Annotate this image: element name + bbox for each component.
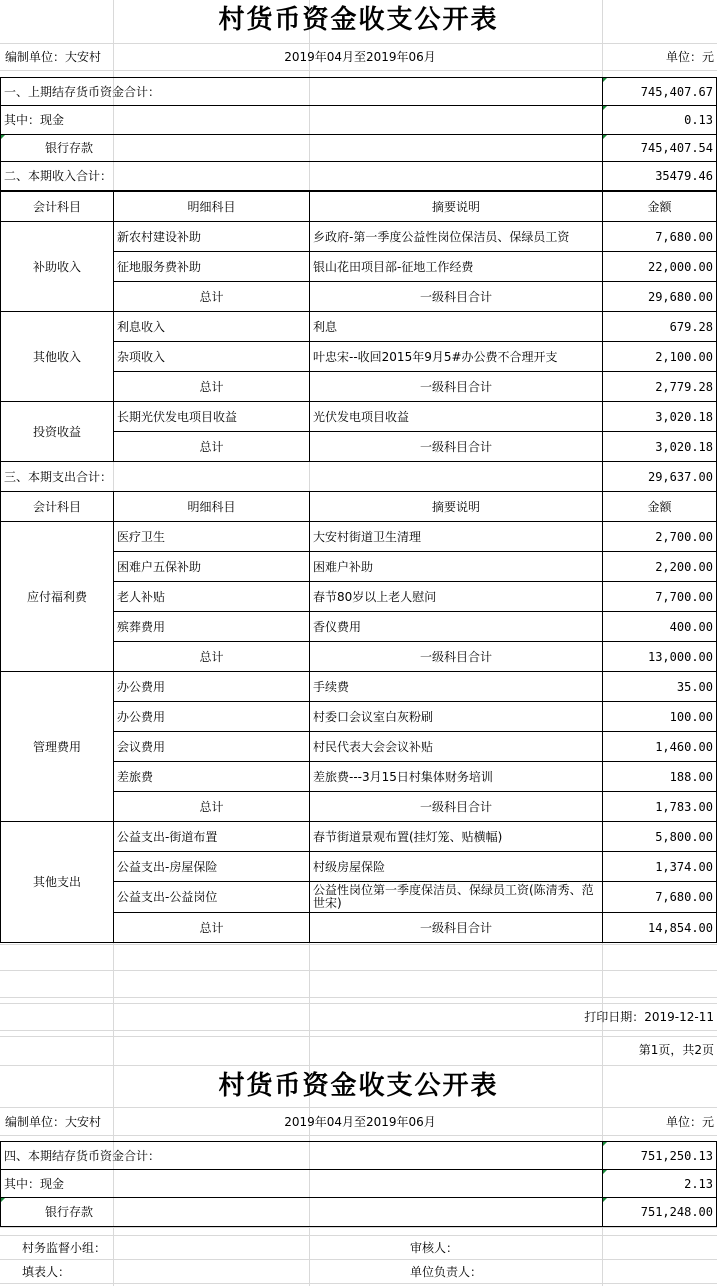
total-description: 一级科目合计 [309,371,603,402]
amount-cell: 7,700.00 [602,581,717,612]
cell-marker-icon [1,135,5,139]
detail-cell: 公益支出-街道布置 [113,821,310,852]
total-label: 总计 [113,641,310,672]
header-account: 会计科目 [0,491,114,522]
prev-balance-value: 745,407.67 [602,77,717,106]
description-cell: 村民代表大会会议补贴 [309,731,603,762]
account-other-expense: 其他支出 [0,821,114,943]
report-period: 2019年04月至2019年06月 [284,1114,436,1129]
description-cell: 大安村街道卫生清理 [309,521,603,552]
detail-cell: 殡葬费用 [113,611,310,642]
end-balance-label: 四、本期结存货币资金合计： [0,1141,603,1170]
report-period: 2019年04月至2019年06月 [284,50,436,64]
total-amount: 29,680.00 [602,281,717,312]
cell-marker-icon [603,135,607,139]
amount-cell: 7,680.00 [602,221,717,252]
page-title: 村货币资金收支公开表 [218,5,499,35]
amount-cell: 188.00 [602,761,717,792]
total-label: 总计 [113,912,310,943]
currency-unit: 单位：元 [665,1114,714,1129]
income-total-label: 二、本期收入合计： [0,161,603,191]
total-amount: 3,020.18 [602,431,717,462]
preparer-signature: 填表人： [22,1265,71,1279]
amount-cell: 3,020.18 [602,401,717,432]
detail-cell: 办公费用 [113,671,310,702]
detail-cell: 征地服务费补助 [113,251,310,282]
detail-cell: 老人补贴 [113,581,310,612]
description-cell: 春节80岁以上老人慰问 [309,581,603,612]
total-description: 一级科目合计 [309,281,603,312]
auditor-signature: 审核人： [410,1241,459,1255]
bank-value: 745,407.54 [602,134,717,162]
expense-total-value: 29,637.00 [602,461,717,492]
amount-cell: 5,800.00 [602,821,717,852]
amount-cell: 100.00 [602,701,717,732]
header-description: 摘要说明 [309,191,603,222]
description-cell: 春节街道景观布置(挂灯笼、贴横幅) [309,821,603,852]
detail-cell: 利息收入 [113,311,310,342]
amount-cell: 22,000.00 [602,251,717,282]
cash-label: 其中：现金 [0,105,603,135]
amount-cell: 2,700.00 [602,521,717,552]
amount-cell: 7,680.00 [602,881,717,913]
detail-cell: 公益支出-公益岗位 [113,881,310,913]
cash-value: 2.13 [602,1169,717,1198]
description-cell: 香仪费用 [309,611,603,642]
total-amount: 13,000.00 [602,641,717,672]
cell-marker-icon [1,1198,5,1202]
compiling-unit: 编制单位：大安村 [5,50,102,64]
total-label: 总计 [113,431,310,462]
description-cell: 公益性岗位第一季度保洁员、保绿员工资(陈清秀、范世宋) [309,881,603,913]
detail-cell: 公益支出-房屋保险 [113,851,310,882]
header-amount: 金额 [602,491,717,522]
total-label: 总计 [113,371,310,402]
cash-label: 其中：现金 [0,1169,603,1198]
print-date: 打印日期：2019-12-11 [584,1010,714,1024]
bank-label: 银行存款 [0,134,603,162]
detail-cell: 办公费用 [113,701,310,732]
detail-cell: 会议费用 [113,731,310,762]
description-cell: 村级房屋保险 [309,851,603,882]
description-cell: 光伏发电项目收益 [309,401,603,432]
cell-marker-icon [603,78,607,82]
header-account: 会计科目 [0,191,114,222]
cash-value: 0.13 [602,105,717,135]
cell-marker-icon [603,1142,607,1146]
account-admin-expense: 管理费用 [0,671,114,822]
head-signature: 单位负责人： [410,1265,483,1279]
header-amount: 金额 [602,191,717,222]
detail-cell: 新农村建设补助 [113,221,310,252]
account-subsidy-income: 补助收入 [0,221,114,312]
compiling-unit: 编制单位：大安村 [5,1114,102,1129]
description-cell: 乡政府-第一季度公益性岗位保洁员、保绿员工资 [309,221,603,252]
detail-cell: 困难户五保补助 [113,551,310,582]
description-cell: 银山花田项目部-征地工作经费 [309,251,603,282]
currency-unit: 单位：元 [665,50,714,64]
page-info: 第1页，共2页 [638,1043,714,1057]
total-amount: 14,854.00 [602,912,717,943]
total-label: 总计 [113,281,310,312]
end-balance-value: 751,250.13 [602,1141,717,1170]
detail-cell: 杂项收入 [113,341,310,372]
page2-title: 村货币资金收支公开表 [218,1071,499,1101]
prev-balance-label: 一、上期结存货币资金合计： [0,77,603,106]
amount-cell: 1,374.00 [602,851,717,882]
total-description: 一级科目合计 [309,431,603,462]
account-investment-income: 投资收益 [0,401,114,462]
supervisor-signature: 村务监督小组： [22,1241,107,1255]
detail-cell: 长期光伏发电项目收益 [113,401,310,432]
account-welfare: 应付福利费 [0,521,114,672]
cell-marker-icon [603,1170,607,1174]
total-description: 一级科目合计 [309,912,603,943]
bank-value: 751,248.00 [602,1197,717,1227]
header-description: 摘要说明 [309,491,603,522]
header-detail: 明细科目 [113,191,310,222]
total-amount: 1,783.00 [602,791,717,822]
expense-total-label: 三、本期支出合计： [0,461,603,492]
amount-cell: 2,100.00 [602,341,717,372]
description-cell: 叶忠宋--收回2015年9月5#办公费不合理开支 [309,341,603,372]
detail-cell: 医疗卫生 [113,521,310,552]
cell-marker-icon [603,1198,607,1202]
amount-cell: 400.00 [602,611,717,642]
description-cell: 利息 [309,311,603,342]
amount-cell: 2,200.00 [602,551,717,582]
amount-cell: 35.00 [602,671,717,702]
amount-cell: 1,460.00 [602,731,717,762]
detail-cell: 差旅费 [113,761,310,792]
bank-label: 银行存款 [0,1197,603,1227]
total-description: 一级科目合计 [309,791,603,822]
total-label: 总计 [113,791,310,822]
income-total-value: 35479.46 [602,161,717,191]
account-other-income: 其他收入 [0,311,114,402]
description-cell: 手续费 [309,671,603,702]
amount-cell: 679.28 [602,311,717,342]
cell-marker-icon [603,106,607,110]
description-cell: 困难户补助 [309,551,603,582]
header-detail: 明细科目 [113,491,310,522]
total-description: 一级科目合计 [309,641,603,672]
description-cell: 村委口会议室白灰粉刷 [309,701,603,732]
description-cell: 差旅费---3月15日村集体财务培训 [309,761,603,792]
total-amount: 2,779.28 [602,371,717,402]
